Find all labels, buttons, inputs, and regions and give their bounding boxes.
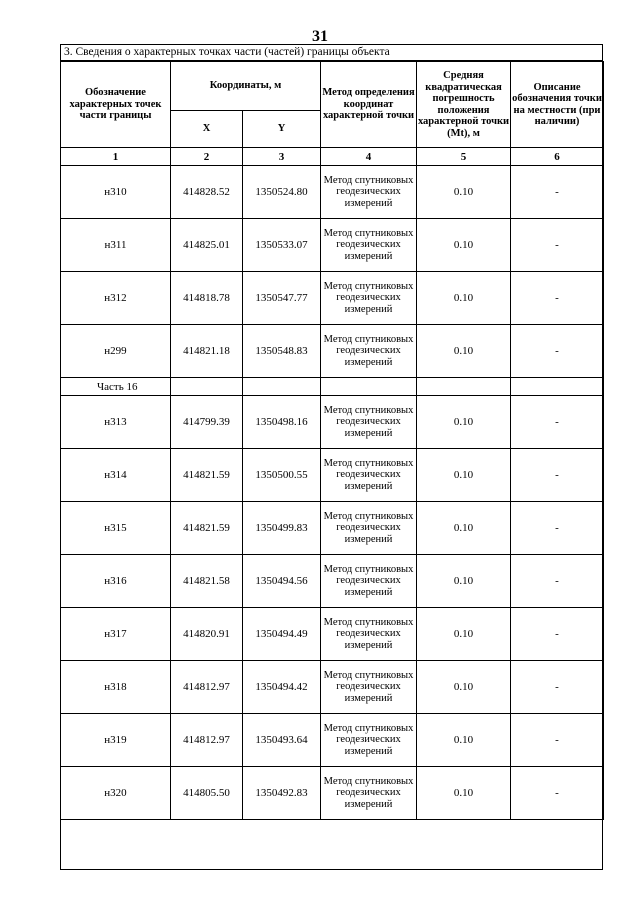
coord-x: 414812.97 [171,661,243,714]
error-value: 0.10 [417,661,511,714]
table-row [61,166,604,219]
header-y: Y [243,111,321,148]
header-error: Средняя квадратическая погрешность положения характерной точки (Mt), м [417,62,511,148]
empty-cell [321,378,417,396]
point-description: - [511,555,604,608]
error-value: 0.10 [417,608,511,661]
header-method: Метод определения координат характерной точки [321,62,417,148]
empty-cell [417,378,511,396]
error-value: 0.10 [417,396,511,449]
points-table [60,61,604,820]
column-number: 1 [61,148,171,166]
point-description: - [511,661,604,714]
section-title: 3. Сведения о характерных точках части (частей) границы объекта [60,44,603,61]
point-description: - [511,166,604,219]
point-description: - [511,396,604,449]
coord-y: 1350494.56 [243,555,321,608]
error-value: 0.10 [417,555,511,608]
point-name: н316 [61,555,171,608]
coord-x: 414812.97 [171,714,243,767]
table-row [61,661,604,714]
error-value: 0.10 [417,767,511,820]
empty-cell [171,378,243,396]
point-description: - [511,714,604,767]
method-cell: Метод спутниковых геодезических измерений [321,502,417,555]
table-row [61,502,604,555]
coord-x: 414821.59 [171,449,243,502]
point-name: н310 [61,166,171,219]
points-table-body [61,166,604,820]
coord-x: 414821.18 [171,325,243,378]
point-name: н313 [61,396,171,449]
error-value: 0.10 [417,449,511,502]
coord-y: 1350547.77 [243,272,321,325]
error-value: 0.10 [417,714,511,767]
coord-y: 1350524.80 [243,166,321,219]
coord-y: 1350548.83 [243,325,321,378]
header-x: X [171,111,243,148]
coord-y: 1350494.42 [243,661,321,714]
coord-y: 1350499.83 [243,502,321,555]
coord-y: 1350492.83 [243,767,321,820]
coord-y: 1350500.55 [243,449,321,502]
coord-x: 414821.58 [171,555,243,608]
coord-x: 414821.59 [171,502,243,555]
table-row [61,219,604,272]
coord-x: 414805.50 [171,767,243,820]
method-cell: Метод спутниковых геодезических измерений [321,166,417,219]
point-name: н319 [61,714,171,767]
column-number: 5 [417,148,511,166]
coord-y: 1350493.64 [243,714,321,767]
method-cell: Метод спутниковых геодезических измерений [321,714,417,767]
error-value: 0.10 [417,166,511,219]
point-description: - [511,325,604,378]
column-number: 2 [171,148,243,166]
error-value: 0.10 [417,502,511,555]
method-cell: Метод спутниковых геодезических измерений [321,608,417,661]
page-number: 31 [312,28,328,45]
empty-trailing-area [60,820,603,870]
table-row [61,325,604,378]
table-row [61,272,604,325]
coord-y: 1350498.16 [243,396,321,449]
table-row [61,449,604,502]
error-value: 0.10 [417,219,511,272]
empty-cell [511,378,604,396]
method-cell: Метод спутниковых геодезических измерений [321,272,417,325]
table-row [61,767,604,820]
coord-x: 414828.52 [171,166,243,219]
method-cell: Метод спутниковых геодезических измерений [321,449,417,502]
header-designation: Обозначение характерных точек части границы [61,62,171,148]
point-name: н317 [61,608,171,661]
point-name: н311 [61,219,171,272]
method-cell: Метод спутниковых геодезических измерений [321,219,417,272]
table-row [61,608,604,661]
part-name: Часть 16 [61,378,171,396]
point-name: н320 [61,767,171,820]
error-value: 0.10 [417,325,511,378]
point-description: - [511,502,604,555]
header-coordinates: Координаты, м [171,62,321,111]
empty-cell [243,378,321,396]
frame-line [60,820,61,870]
method-cell: Метод спутниковых геодезических измерений [321,325,417,378]
coord-x: 414818.78 [171,272,243,325]
error-value: 0.10 [417,272,511,325]
header-description: Описание обозначения точки на местности (при наличии) [511,62,604,148]
table-row [61,714,604,767]
coord-x: 414799.39 [171,396,243,449]
point-description: - [511,608,604,661]
method-cell: Метод спутниковых геодезических измерений [321,661,417,714]
column-number: 4 [321,148,417,166]
column-number: 6 [511,148,604,166]
coord-y: 1350533.07 [243,219,321,272]
point-name: н299 [61,325,171,378]
point-name: н315 [61,502,171,555]
point-description: - [511,767,604,820]
point-description: - [511,449,604,502]
part-row [61,378,604,396]
column-number: 3 [243,148,321,166]
point-name: н314 [61,449,171,502]
method-cell: Метод спутниковых геодезических измерений [321,396,417,449]
method-cell: Метод спутниковых геодезических измерений [321,767,417,820]
coord-x: 414820.91 [171,608,243,661]
point-description: - [511,219,604,272]
point-name: н312 [61,272,171,325]
coord-x: 414825.01 [171,219,243,272]
point-description: - [511,272,604,325]
table-row [61,396,604,449]
column-number-row [61,148,604,166]
table-row [61,555,604,608]
method-cell: Метод спутниковых геодезических измерений [321,555,417,608]
point-name: н318 [61,661,171,714]
coord-y: 1350494.49 [243,608,321,661]
